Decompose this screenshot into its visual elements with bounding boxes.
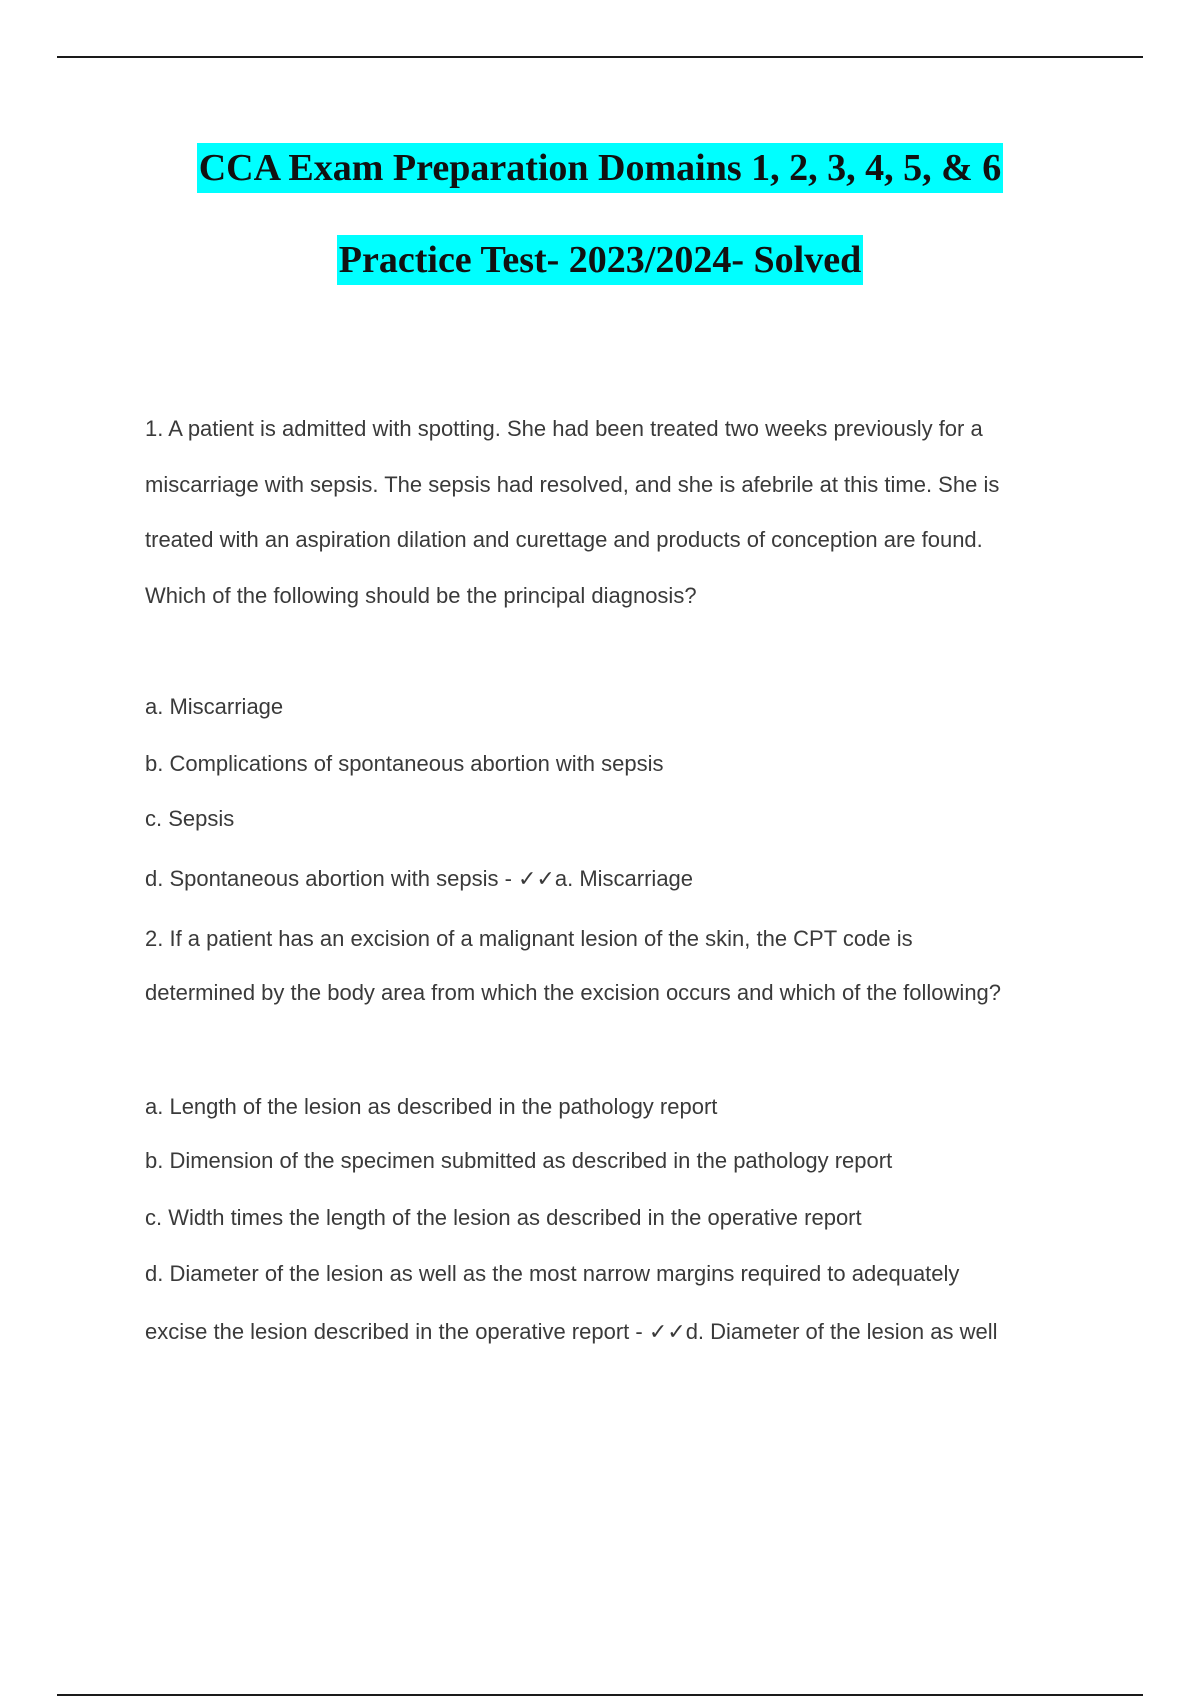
question-1-line-3: treated with an aspiration dilation and curettage and products of conception are found. — [145, 527, 983, 552]
question-2-option-b: b. Dimension of the specimen submitted as described in the pathology report — [145, 1148, 893, 1173]
question-2-line-2: determined by the body area from which the excision occurs and which of the following? — [145, 980, 1002, 1005]
question-2-option-d-line-1: d. Diameter of the lesion as well as the most narrow margins required to adequately — [145, 1261, 960, 1286]
bottom-rule — [57, 1694, 1143, 1696]
question-2-option-c: c. Width times the length of the lesion as described in the operative report — [145, 1205, 862, 1230]
question-1-line-4: Which of the following should be the principal diagnosis? — [145, 583, 697, 608]
question-2-option-d-line-2-answer: excise the lesion described in the operative report - ✓✓d. Diameter of the lesion as well — [145, 1319, 998, 1344]
document-title-line-2 — [0, 238, 1200, 282]
question-1-option-c: c. Sepsis — [145, 806, 235, 831]
question-1-option-b: b. Complications of spontaneous abortion with sepsis — [145, 751, 664, 776]
document-title-line-1 — [0, 146, 1200, 190]
top-rule — [57, 56, 1143, 58]
question-1-line-2: miscarriage with sepsis. The sepsis had resolved, and she is afebrile at this time. She is — [145, 472, 1000, 497]
title-highlight-1: CCA Exam Preparation Domains 1, 2, 3, 4, 5, & 6 — [197, 143, 1004, 193]
title-highlight-2: Practice Test- 2023/2024- Solved — [337, 235, 863, 285]
question-1-option-d-answer: d. Spontaneous abortion with sepsis - ✓✓a. Miscarriage — [145, 866, 694, 891]
question-2-option-a: a. Length of the lesion as described in the pathology report — [145, 1094, 718, 1119]
question-1-line-1: 1. A patient is admitted with spotting. She had been treated two weeks previously for a — [145, 416, 983, 441]
question-1-option-a: a. Miscarriage — [145, 694, 284, 719]
question-2-line-1: 2. If a patient has an excision of a malignant lesion of the skin, the CPT code is — [145, 926, 913, 951]
